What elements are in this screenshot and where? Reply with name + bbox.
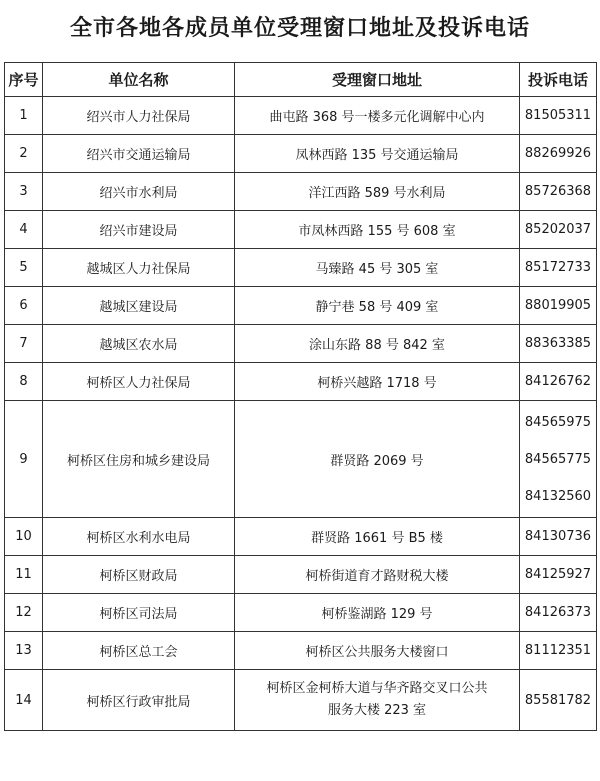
row-address: 群贤路 1661 号 B5 楼: [235, 518, 520, 556]
row-phone: 85726368: [520, 173, 597, 211]
row-unit: 柯桥区住房和城乡建设局: [43, 401, 235, 518]
row-address: 群贤路 2069 号: [235, 401, 520, 518]
row-phone: 88019905: [520, 287, 597, 325]
table-row: [5, 325, 597, 363]
row-phone: 84126373: [520, 594, 597, 632]
row-seq: 14: [5, 670, 43, 731]
header-seq: 序号: [5, 63, 43, 97]
row-seq: 11: [5, 556, 43, 594]
table-row: [5, 135, 597, 173]
table-row: [5, 211, 597, 249]
table-row: [5, 363, 597, 401]
row-address: 涂山东路 88 号 842 室: [235, 325, 520, 363]
table-row: [5, 518, 597, 556]
table-row: [5, 556, 597, 594]
header-phone: 投诉电话: [520, 63, 597, 97]
table-row: [5, 287, 597, 325]
row-seq: 7: [5, 325, 43, 363]
row-seq: 4: [5, 211, 43, 249]
header-unit: 单位名称: [43, 63, 235, 97]
row-phone: 88269926: [520, 135, 597, 173]
row-phone: 84126762: [520, 363, 597, 401]
row-address: 静宁巷 58 号 409 室: [235, 287, 520, 325]
row-phone: 84130736: [520, 518, 597, 556]
phone-line: 84132560: [524, 488, 592, 504]
row-phone-multi: [520, 401, 597, 518]
phone-line: 84565775: [524, 451, 592, 467]
row-address: 柯桥区公共服务大楼窗口: [235, 632, 520, 670]
address-line: 柯桥区金柯桥大道与华齐路交叉口公共: [266, 681, 488, 696]
table-row: [5, 97, 597, 135]
row-unit: 柯桥区总工会: [43, 632, 235, 670]
row-address: 柯桥兴越路 1718 号: [235, 363, 520, 401]
table-header-row: [5, 63, 597, 97]
row-address: 柯桥鉴湖路 129 号: [235, 594, 520, 632]
row-address: 洋江西路 589 号水利局: [235, 173, 520, 211]
row-unit: 越城区建设局: [43, 287, 235, 325]
row-phone: 88363385: [520, 325, 597, 363]
row-address-multi: [235, 670, 520, 731]
row-address: 马臻路 45 号 305 室: [235, 249, 520, 287]
row-phone: 81112351: [520, 632, 597, 670]
row-seq: 5: [5, 249, 43, 287]
row-unit: 柯桥区财政局: [43, 556, 235, 594]
address-line: 服务大楼 223 室: [327, 703, 427, 718]
row-unit: 柯桥区行政审批局: [43, 670, 235, 731]
document-title: 全市各地各成员单位受理窗口地址及投诉电话: [69, 15, 530, 41]
row-unit: 柯桥区人力社保局: [43, 363, 235, 401]
row-unit: 绍兴市交通运输局: [43, 135, 235, 173]
row-seq: 1: [5, 97, 43, 135]
row-unit: 绍兴市人力社保局: [43, 97, 235, 135]
row-unit: 绍兴市水利局: [43, 173, 235, 211]
row-seq: 6: [5, 287, 43, 325]
row-seq: 12: [5, 594, 43, 632]
row-seq: 3: [5, 173, 43, 211]
row-phone: 85202037: [520, 211, 597, 249]
table-row: [5, 632, 597, 670]
row-seq: 2: [5, 135, 43, 173]
contact-table: [4, 62, 597, 731]
table-row: [5, 670, 597, 731]
row-address: 柯桥街道育才路财税大楼: [235, 556, 520, 594]
row-phone: 84125927: [520, 556, 597, 594]
row-phone: 85581782: [520, 670, 597, 731]
table-row: [5, 249, 597, 287]
row-seq: 9: [5, 401, 43, 518]
table-row: [5, 594, 597, 632]
header-address: 受理窗口地址: [235, 63, 520, 97]
table-row: [5, 173, 597, 211]
row-seq: 8: [5, 363, 43, 401]
row-unit: 越城区农水局: [43, 325, 235, 363]
table-row: [5, 401, 597, 518]
row-seq: 13: [5, 632, 43, 670]
row-unit: 柯桥区水利水电局: [43, 518, 235, 556]
row-phone: 81505311: [520, 97, 597, 135]
row-address: 市凤林西路 155 号 608 室: [235, 211, 520, 249]
row-unit: 柯桥区司法局: [43, 594, 235, 632]
phone-line: 84565975: [524, 414, 592, 430]
row-seq: 10: [5, 518, 43, 556]
row-unit: 越城区人力社保局: [43, 249, 235, 287]
row-address: 曲屯路 368 号一楼多元化调解中心内: [235, 97, 520, 135]
row-unit: 绍兴市建设局: [43, 211, 235, 249]
row-phone: 85172733: [520, 249, 597, 287]
row-address: 凤林西路 135 号交通运输局: [235, 135, 520, 173]
